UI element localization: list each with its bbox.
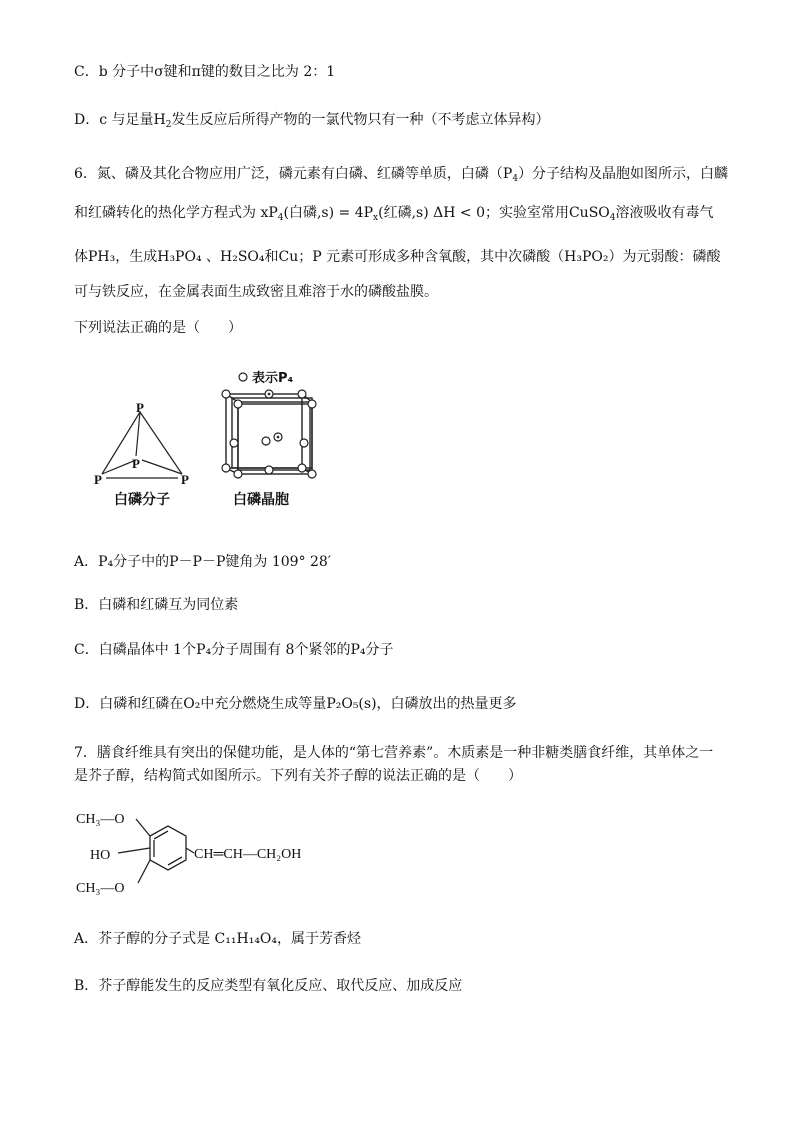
q6-line1-sub: 4 — [512, 174, 519, 184]
hydroxy-label: HO — [90, 848, 111, 863]
molecule-caption: 白磷分子 — [114, 492, 170, 508]
option-d-prev-b: 发生反应后所得产物的一氯代物只有一种（不考虑立体异构） — [171, 112, 550, 128]
q6-line2-d: 溶液吸收有毒气 — [615, 205, 714, 221]
p-atom-right: P — [181, 472, 189, 487]
legend-circle-icon — [239, 373, 247, 381]
q6-line1-a: 6．氮、磷及其化合物应用广泛，磷元素有白磷、红磷等单质，白磷（P — [74, 166, 513, 182]
option-d-prev-a: D．c 与足量H — [74, 112, 166, 128]
q6-line1-b: ）分子结构及晶胞如图所示，白麟 — [518, 166, 729, 182]
option-c-prev: C．b 分子中σ键和π键的数目之比为 2：1 — [74, 64, 336, 80]
option-d-prev — [74, 110, 549, 130]
p-atom-top: P — [136, 400, 144, 415]
q7-option-a: A．芥子醇的分子式是 C₁₁H₁₄O₄，属于芳香烃 — [74, 931, 362, 947]
q6-line2 — [74, 203, 714, 223]
q6-line4: 可与铁反应，在金属表面生成致密且难溶于水的磷酸盐膜。 — [74, 284, 438, 300]
side-chain-label: CH═CH—CH₂OH — [194, 847, 302, 862]
methoxy-bottom-label: CH₃—O — [76, 881, 125, 896]
benzene-ring-icon — [118, 819, 194, 883]
sinapyl-alcohol-structure — [70, 804, 370, 904]
q6-stem: 下列说法正确的是（ ） — [74, 320, 242, 336]
q6-line2-sub2: x — [373, 213, 379, 223]
q6-line3: 体PH₃，生成H₃PO₄ 、H₂SO₄和Cu；P 元素可形成多种含氧酸，其中次磷酸（H₃PO₂）为元弱酸：磷酸 — [74, 249, 721, 265]
q6-line2-c: (红磷,s) ΔH < 0；实验室常用CuSO — [378, 205, 610, 221]
q6-line1 — [74, 164, 728, 184]
q7-line2: 是芥子醇，结构简式如图所示。下列有关芥子醇的说法正确的是（ ） — [74, 768, 522, 784]
q6-line2-sub3: 4 — [609, 213, 616, 223]
methoxy-top-label: CH₃—O — [76, 812, 125, 827]
p-atom-left: P — [94, 472, 102, 487]
q6-line2-sub1: 4 — [277, 213, 284, 223]
white-phosphorus-cell-figure — [218, 364, 330, 514]
q6-option-d: D．白磷和红磷在O₂中充分燃烧生成等量P₂O₅(s)，白磷放出的热量更多 — [74, 696, 517, 712]
cell-legend: 表示P₄ — [252, 371, 294, 386]
q6-option-b: B．白磷和红磷互为同位素 — [74, 597, 239, 613]
white-phosphorus-molecule-figure — [92, 398, 202, 510]
cell-caption: 白磷晶胞 — [233, 492, 289, 508]
option-d-prev-sub: 2 — [165, 120, 172, 130]
p-atom-center: P — [132, 456, 140, 471]
q6-line2-a: 和红磷转化的热化学方程式为 xP — [74, 205, 278, 221]
q7-option-b: B．芥子醇能发生的反应类型有氧化反应、取代反应、加成反应 — [74, 978, 463, 994]
q7-line1: 7．膳食纤维具有突出的保健功能，是人体的“第七营养素”。木质素是一种非糖类膳食纤维，其单体之一 — [74, 745, 714, 761]
q6-option-a: A．P₄分子中的P－P－P键角为 109° 28′ — [74, 554, 332, 570]
q6-option-c: C．白磷晶体中 1个P₄分子周围有 8个紧邻的P₄分子 — [74, 642, 394, 658]
q6-line2-b: (白磷,s) = 4P — [283, 205, 374, 221]
